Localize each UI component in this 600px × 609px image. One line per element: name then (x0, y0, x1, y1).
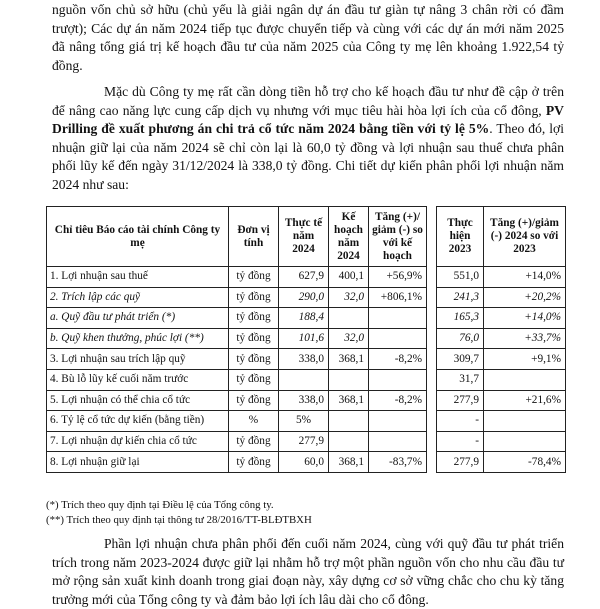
header-plan-2024: Kế hoạch năm 2024 (329, 207, 369, 267)
column-gap (427, 390, 437, 411)
row-plan-2024: 32,0 (329, 328, 369, 349)
row-unit: tỷ đồng (229, 328, 279, 349)
row-plan-2024 (329, 369, 369, 390)
proposal-bold-text: PV Drilling đề xuất phương án chi trả cổ tức năm 2024 bằng tiền với tỷ lệ 5% (52, 102, 564, 137)
row-unit: tỷ đồng (229, 267, 279, 288)
row-unit: tỷ đồng (229, 369, 279, 390)
header-actual-2024: Thực tế năm 2024 (279, 207, 329, 267)
row-unit: tỷ đồng (229, 349, 279, 370)
row-plan-2024: 368,1 (329, 390, 369, 411)
column-gap (427, 308, 437, 329)
row-plan-2024 (329, 431, 369, 452)
intro-paragraph: nguồn vốn chủ sở hữu (chủ yếu là giải ngân dự án đầu tư giàn tự nâng 3 chân rời có đầm trượt); Các dự án năm 2024 tiếp tục được chuyển tiếp và cùng với các dự án mới năm 2025 đã nâng tổng giá trị kế hoạch đầu tư của năm 2025 của Công ty mẹ lên khoảng 1.922,54 tỷ đồng. (52, 2, 564, 73)
table-row (47, 411, 566, 432)
row-vs-2023: +14,0% (484, 308, 566, 329)
row-vs-plan (369, 328, 427, 349)
header-indicator: Chỉ tiêu Báo cáo tài chính Công ty mẹ (47, 207, 229, 267)
row-vs-2023 (484, 431, 566, 452)
table-row (47, 308, 566, 329)
proposal-text-part2: . Theo đó, lợi nhuận giữ lại của năm 2024 sẽ chỉ còn lại là 60,0 tỷ đồng và lợi nhuận sau thuế chưa phân phối lũy kế đến ngày 31/12/2024 là 338,0 tỷ đồng. Chi tiết dự kiến phân phối lợi nhuận năm 2024 như sau: (52, 121, 565, 192)
row-label: 4. Bù lỗ lũy kế cuối năm trước (47, 369, 229, 390)
row-actual-2024: 627,9 (279, 267, 329, 288)
row-actual-2023: 241,3 (437, 287, 484, 308)
column-gap (427, 328, 437, 349)
table-row (47, 267, 566, 288)
row-actual-2024: 338,0 (279, 390, 329, 411)
row-actual-2024: 290,0 (279, 287, 329, 308)
column-gap (427, 207, 437, 267)
row-actual-2023: 551,0 (437, 267, 484, 288)
row-vs-plan: -8,2% (369, 390, 427, 411)
row-plan-2024 (329, 411, 369, 432)
row-actual-2024: 188,4 (279, 308, 329, 329)
row-actual-2023: 309,7 (437, 349, 484, 370)
table-row (47, 287, 566, 308)
header-vs-2023: Tăng (+)/giảm (-) 2024 so với 2023 (484, 207, 566, 267)
row-vs-2023 (484, 411, 566, 432)
row-vs-plan (369, 369, 427, 390)
row-vs-2023: +9,1% (484, 349, 566, 370)
row-actual-2024: 277,9 (279, 431, 329, 452)
footnote-1: (*) Trích theo quy định tại Điều lệ của Tổng công ty. (46, 499, 274, 511)
footnote-2: (**) Trích theo quy định tại thông tư 28/2016/TT-BLĐTBXH (46, 514, 312, 526)
header-unit: Đơn vị tính (229, 207, 279, 267)
table-row (47, 369, 566, 390)
table-header-row (47, 207, 566, 267)
row-actual-2023: 165,3 (437, 308, 484, 329)
row-label: 5. Lợi nhuận có thể chia cổ tức (47, 390, 229, 411)
row-label: 1. Lợi nhuận sau thuế (47, 267, 229, 288)
row-actual-2024: 101,6 (279, 328, 329, 349)
row-vs-plan: -83,7% (369, 452, 427, 473)
row-vs-plan: +806,1% (369, 287, 427, 308)
closing-paragraph: Phần lợi nhuận chưa phân phối đến cuối năm 2024, cùng với quỹ đầu tư phát triển trích trong năm 2023-2024 được giữ lại nhằm hỗ trợ một phần nguồn vốn cho nhu cầu đầu tư mở rộng sản xuất kinh doanh trong giai đoạn này, xây dựng cơ sở vững chắc cho chu kỳ tăng trưởng mới của Tổng công ty và đảm bảo lợi ích lâu dài cho cổ đông. (52, 536, 564, 607)
column-gap (427, 267, 437, 288)
row-label: 3. Lợi nhuận sau trích lập quỹ (47, 349, 229, 370)
row-plan-2024: 400,1 (329, 267, 369, 288)
profit-distribution-table (46, 206, 566, 473)
row-plan-2024: 368,1 (329, 349, 369, 370)
row-actual-2023: 277,9 (437, 452, 484, 473)
header-vs-plan: Tăng (+)/ giảm (-) so với kế hoạch (369, 207, 427, 267)
row-vs-2023: -78,4% (484, 452, 566, 473)
row-vs-2023: +20,2% (484, 287, 566, 308)
dividend-proposal-paragraph (52, 83, 564, 195)
row-plan-2024 (329, 308, 369, 329)
row-label: 2. Trích lập các quỹ (47, 287, 229, 308)
row-plan-2024: 32,0 (329, 287, 369, 308)
row-vs-plan (369, 411, 427, 432)
row-actual-2024 (279, 369, 329, 390)
row-unit: tỷ đồng (229, 308, 279, 329)
column-gap (427, 369, 437, 390)
table-row (47, 390, 566, 411)
row-label: a. Quỹ đầu tư phát triển (*) (47, 308, 229, 329)
row-vs-plan: -8,2% (369, 349, 427, 370)
row-vs-plan (369, 308, 427, 329)
row-vs-2023: +33,7% (484, 328, 566, 349)
row-plan-2024: 368,1 (329, 452, 369, 473)
row-actual-2023: - (437, 431, 484, 452)
table-row (47, 349, 566, 370)
column-gap (427, 452, 437, 473)
row-actual-2024: 338,0 (279, 349, 329, 370)
proposal-text-part1: Mặc dù Công ty mẹ rất cần dòng tiền hỗ trợ cho kế hoạch đầu tư như đề cập ở trên để nâng cao năng lực cung cấp dịch vụ nhưng với mục tiêu hài hòa lợi ích của cổ đông, (52, 84, 564, 118)
row-vs-plan (369, 431, 427, 452)
row-unit: tỷ đồng (229, 390, 279, 411)
row-label: 8. Lợi nhuận giữ lại (47, 452, 229, 473)
row-actual-2023: 31,7 (437, 369, 484, 390)
row-unit: tỷ đồng (229, 287, 279, 308)
column-gap (427, 411, 437, 432)
row-label: b. Quỹ khen thưởng, phúc lợi (**) (47, 328, 229, 349)
row-actual-2024: 5% (279, 411, 329, 432)
table-row (47, 452, 566, 473)
row-label: 6. Tỷ lệ cổ tức dự kiến (bằng tiền) (47, 411, 229, 432)
row-actual-2024: 60,0 (279, 452, 329, 473)
row-unit: tỷ đồng (229, 431, 279, 452)
row-vs-2023 (484, 369, 566, 390)
row-unit: tỷ đồng (229, 452, 279, 473)
column-gap (427, 431, 437, 452)
column-gap (427, 349, 437, 370)
table-row (47, 328, 566, 349)
header-actual-2023: Thực hiện 2023 (437, 207, 484, 267)
row-actual-2023: 277,9 (437, 390, 484, 411)
row-unit: % (229, 411, 279, 432)
row-actual-2023: - (437, 411, 484, 432)
row-label: 7. Lợi nhuận dự kiến chia cổ tức (47, 431, 229, 452)
row-vs-2023: +14,0% (484, 267, 566, 288)
row-actual-2023: 76,0 (437, 328, 484, 349)
column-gap (427, 287, 437, 308)
row-vs-plan: +56,9% (369, 267, 427, 288)
footnotes (46, 498, 566, 528)
row-vs-2023: +21,6% (484, 390, 566, 411)
table-row (47, 431, 566, 452)
